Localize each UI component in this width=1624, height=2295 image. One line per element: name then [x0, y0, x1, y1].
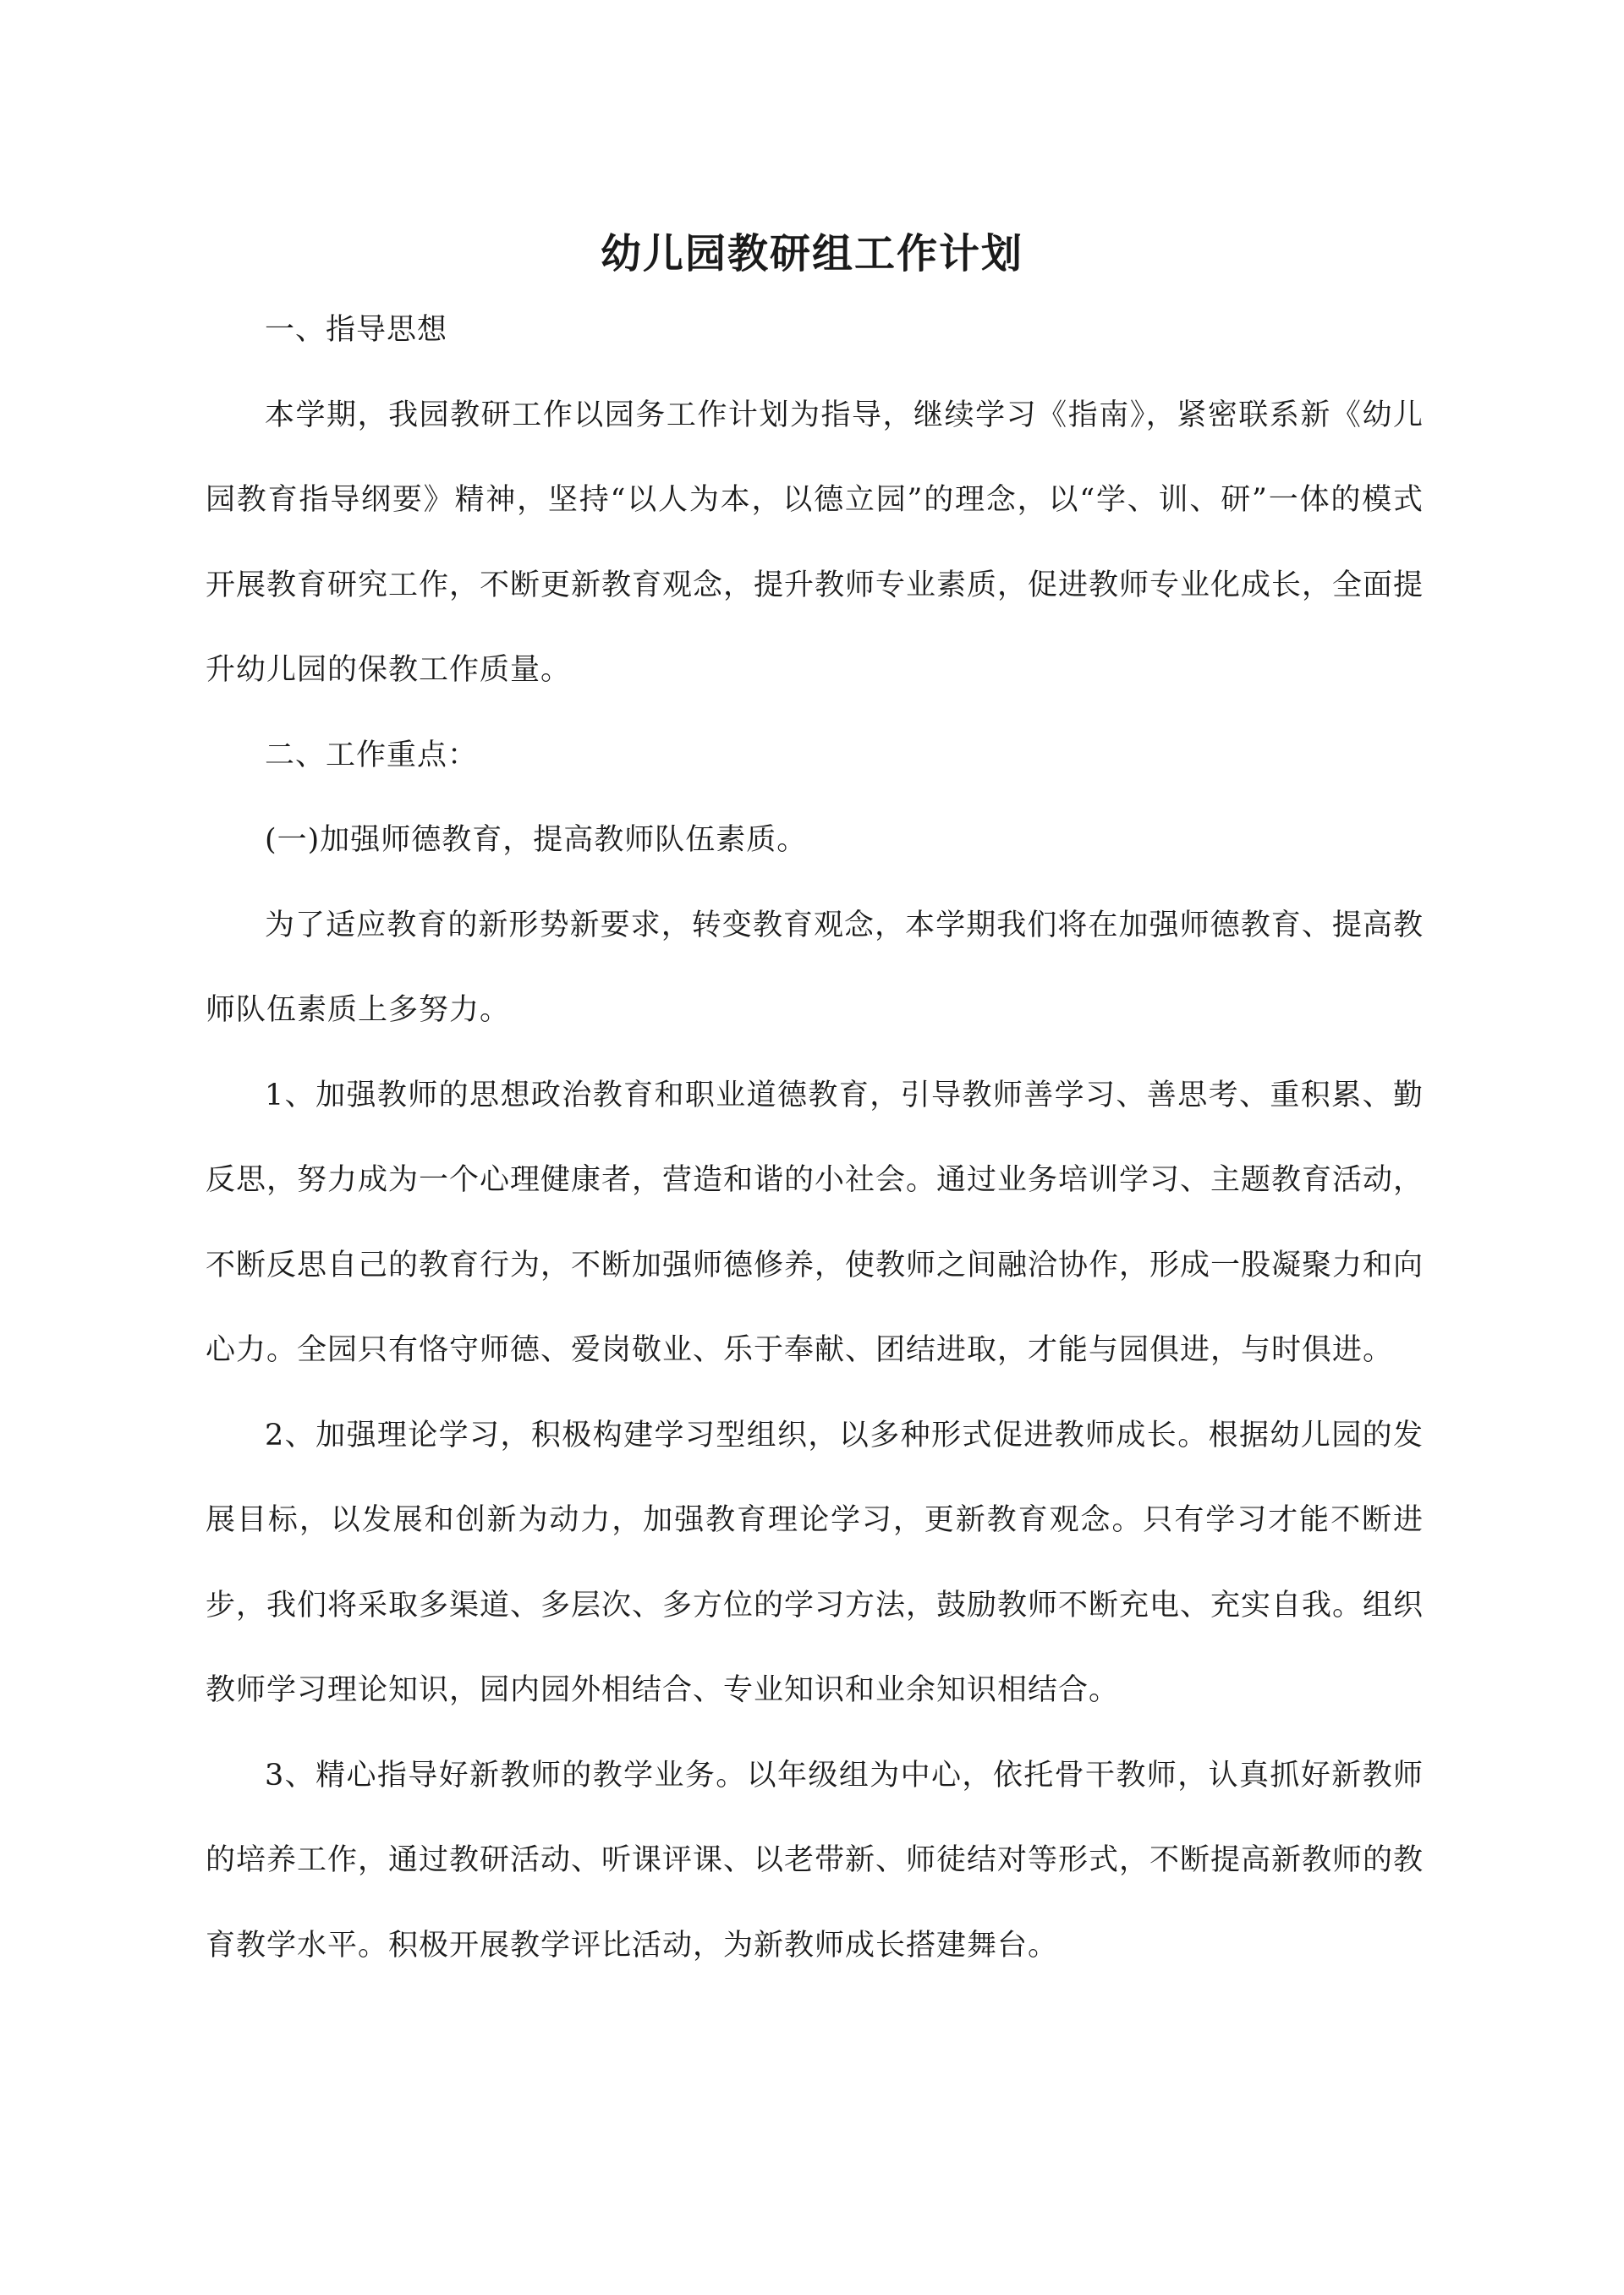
section-heading-work-focus: 二、工作重点：: [265, 738, 479, 772]
paragraph: 3、精心指导好新教师的教学业务。以年级组为中心，依托骨干教师，认真抓好新教师的培养工作，通过教研活动、听课评课、以老带新、师徒结对等形式，不断提高新教师的教育教学水平。积极开展教学评比活动，为新教师成长搭建舞台。: [206, 1758, 1424, 1963]
paragraph: 1、加强教师的思想政治教育和职业道德教育，引导教师善学习、善思考、重积累、勤反思，努力成为一个心理健康者，营造和谐的小社会。通过业务培训学习、主题教育活动，不断反思自己的教育行为，不断加强师德修养，使教师之间融洽协作，形成一股凝聚力和向心力。全园只有恪守师德、爱岗敬业、乐于奉献、团结进取，才能与园俱进，与时俱进。: [206, 1078, 1424, 1367]
section-heading-guiding-ideology: 一、指导思想: [265, 313, 448, 347]
document-body: [206, 288, 1424, 1988]
subsection-heading: (一)加强师德教育，提高教师队伍素质。: [265, 823, 808, 857]
paragraph: 本学期，我园教研工作以园务工作计划为指导，继续学习《指南》，紧密联系新《幼儿园教育指导纲要》精神，坚持“以人为本，以德立园”的理念，以“学、训、研”一体的模式开展教育研究工作，不断更新教育观念，提升教师专业素质，促进教师专业化成长，全面提升幼儿园的保教工作质量。: [206, 398, 1424, 687]
paragraph: 为了适应教育的新形势新要求，转变教育观念，本学期我们将在加强师德教育、提高教师队伍素质上多努力。: [206, 908, 1424, 1027]
document-title: 幼儿园教研组工作计划: [600, 230, 1023, 278]
paragraph: 2、加强理论学习，积极构建学习型组织，以多种形式促进教师成长。根据幼儿园的发展目标，以发展和创新为动力，加强教育理论学习，更新教育观念。只有学习才能不断进步，我们将采取多渠道、多层次、多方位的学习方法，鼓励教师不断充电、充实自我。组织教师学习理论知识，园内园外相结合、专业知识和业余知识相结合。: [206, 1418, 1424, 1707]
